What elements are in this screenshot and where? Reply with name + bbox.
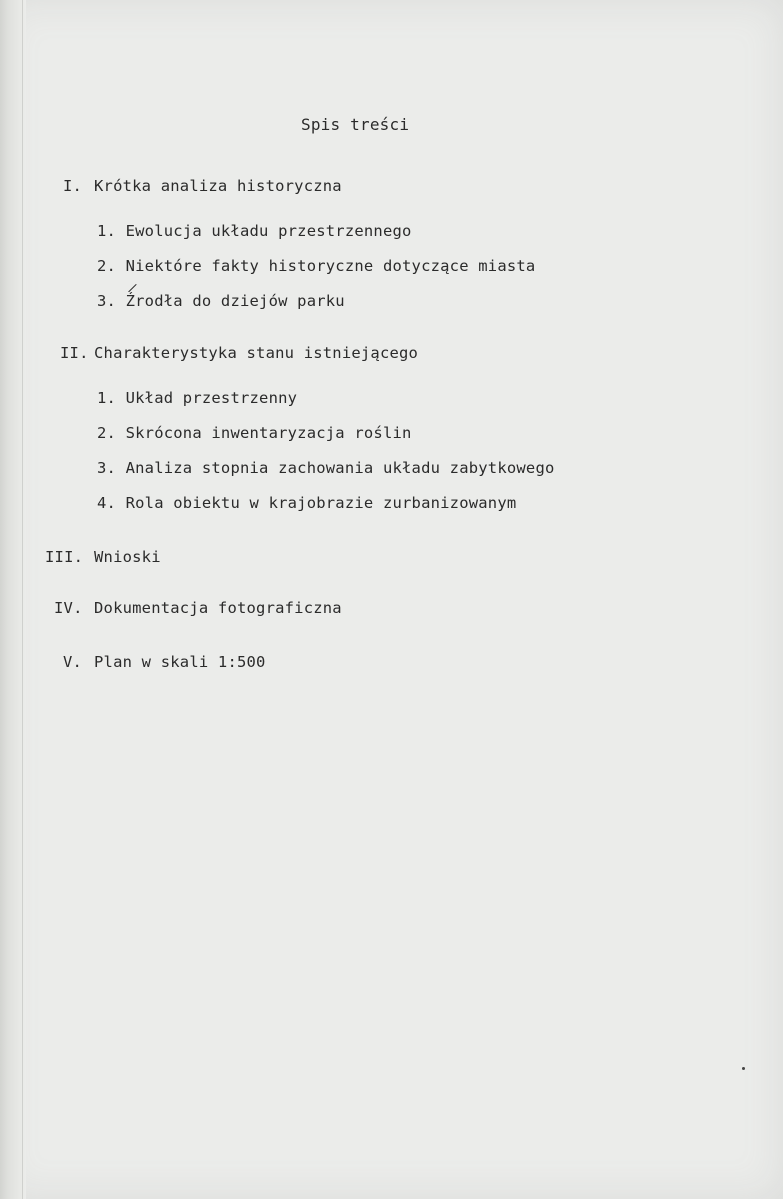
section-4-numeral: IV.	[54, 599, 83, 617]
section-2-item-1: 1. Układ przestrzenny	[97, 389, 298, 407]
section-3-numeral: III.	[45, 548, 84, 566]
page-fold-line	[22, 0, 23, 1199]
section-2-heading: Charakterystyka stanu istniejącego	[94, 344, 419, 362]
section-4-heading: Dokumentacja fotograficzna	[94, 599, 342, 617]
section-1-numeral: I.	[63, 177, 83, 195]
section-1-item-2: 2. Niektóre fakty historyczne dotyczące miasta	[97, 257, 536, 275]
section-2-item-4: 4. Rola obiektu w krajobrazie zurbanizowanym	[97, 494, 517, 512]
section-5-heading: Plan w skali 1:500	[94, 653, 266, 671]
section-1-item-1: 1. Ewolucja układu przestrzennego	[97, 222, 412, 240]
document-title: Spis treści	[301, 115, 410, 134]
section-3-heading: Wnioski	[94, 548, 161, 566]
section-5-numeral: V.	[63, 653, 83, 671]
section-2-item-3: 3. Analiza stopnia zachowania układu zabytkowego	[97, 459, 555, 477]
section-2-item-2: 2. Skrócona inwentaryzacja roślin	[97, 424, 412, 442]
section-1-heading: Krótka analiza historyczna	[94, 177, 342, 195]
paper-speck	[742, 1067, 745, 1070]
section-1-item-3: 3. Źrodła do dziejów parku	[97, 292, 345, 310]
handwritten-accent-mark: /	[126, 280, 139, 296]
section-2-numeral: II.	[60, 344, 89, 362]
